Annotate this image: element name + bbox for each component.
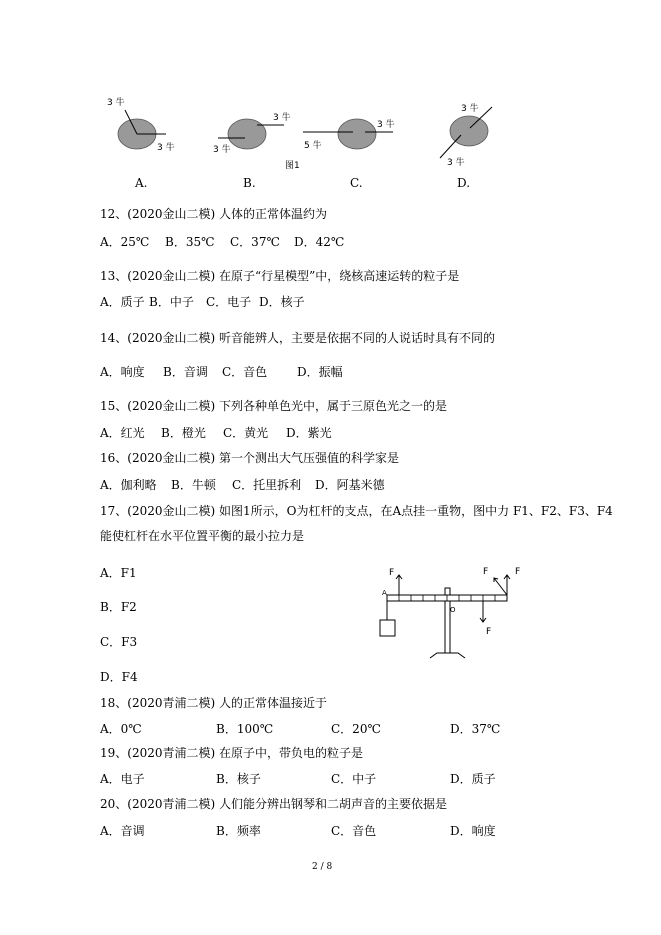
figure-label-d: D.: [457, 176, 471, 190]
option: A．伽利略: [100, 478, 157, 492]
option: C．音色: [331, 824, 377, 838]
option: C．电子: [206, 295, 252, 309]
force-label: F: [389, 568, 395, 578]
force-label: 3 牛: [107, 98, 125, 108]
option: C．20℃: [331, 722, 381, 736]
question-13: 13、(2020金山二模) 在原子“行星模型”中，绕核高速运转的粒子是: [100, 269, 460, 283]
option: D．振幅: [297, 365, 343, 379]
question-16: 16、(2020金山二模) 第一个测出大气压强值的科学家是: [100, 451, 399, 465]
option: B．橙光: [161, 426, 206, 440]
figure-1-forces: [95, 90, 515, 170]
force-label: 3 牛: [273, 113, 291, 123]
force-label: 3 牛: [157, 143, 175, 153]
option: A．响度: [100, 365, 145, 379]
force-label: F: [483, 567, 489, 577]
force-label: F: [515, 567, 521, 577]
point-o-label: O: [450, 606, 456, 614]
question-15: 15、(2020金山二模) 下列各种单色光中，属于三原色光之一的是: [100, 399, 447, 413]
figure-label-c: C.: [350, 176, 363, 190]
figure-caption: 图1: [285, 161, 300, 170]
option: C．黄光: [223, 426, 269, 440]
option: C．37℃: [230, 235, 280, 249]
figure-label-a: A.: [135, 176, 148, 190]
question-14: 14、(2020金山二模) 听音能辨人，主要是依据不同的人说话时具有不同的: [100, 331, 495, 345]
option: B．35℃: [165, 235, 215, 249]
force-label: 3 牛: [213, 145, 231, 155]
option: B．F2: [100, 600, 137, 614]
option: B．100℃: [216, 722, 274, 736]
force-label: 3 牛: [461, 104, 479, 114]
option: B．中子: [149, 295, 194, 309]
force-label: 5 牛: [304, 141, 322, 151]
option: B．频率: [216, 824, 261, 838]
question-20: 20、(2020青浦二模) 人们能分辨出钢琴和二胡声音的主要依据是: [100, 797, 447, 811]
option: A．质子: [100, 295, 145, 309]
lever-figure: [375, 560, 525, 665]
option: A．红光: [100, 426, 145, 440]
option: D．紫光: [286, 426, 332, 440]
option: B．核子: [216, 772, 261, 786]
option: C．F3: [100, 635, 138, 649]
option: A．25℃: [100, 235, 150, 249]
option: D．F4: [100, 670, 138, 684]
option: B．牛顿: [171, 478, 216, 492]
option: C．托里拆利: [232, 478, 302, 492]
option: A．0℃: [100, 722, 142, 736]
option: B．音调: [163, 365, 208, 379]
force-label: 3 牛: [447, 158, 465, 168]
question-17: 17、(2020金山二模) 如图1所示，O为杠杆的支点，在A点挂一重物，图中力 F1、F2、F3、F4: [100, 504, 613, 518]
question-18: 18、(2020青浦二模) 人的正常体温接近于: [100, 696, 327, 710]
force-label: F: [486, 627, 492, 637]
option: D．37℃: [450, 722, 501, 736]
option: C．音色: [222, 365, 268, 379]
option: D．阿基米德: [315, 478, 385, 492]
option: D．质子: [450, 772, 496, 786]
option: A．音调: [100, 824, 145, 838]
question-12: 12、(2020金山二模) 人体的正常体温约为: [100, 207, 327, 221]
option: D．核子: [259, 295, 305, 309]
force-label: 3 牛: [377, 120, 395, 130]
option: A．电子: [100, 772, 145, 786]
option: A．F1: [100, 566, 137, 580]
option: D．42℃: [294, 235, 345, 249]
page-number: 2 / 8: [312, 862, 333, 872]
question-17-line2: 能使杠杆在水平位置平衡的最小拉力是: [100, 529, 305, 543]
question-19: 19、(2020青浦二模) 在原子中，带负电的粒子是: [100, 746, 363, 760]
option: C．中子: [331, 772, 377, 786]
point-a-label: A: [382, 589, 387, 597]
option: D．响度: [450, 824, 496, 838]
figure-label-b: B.: [243, 176, 256, 190]
